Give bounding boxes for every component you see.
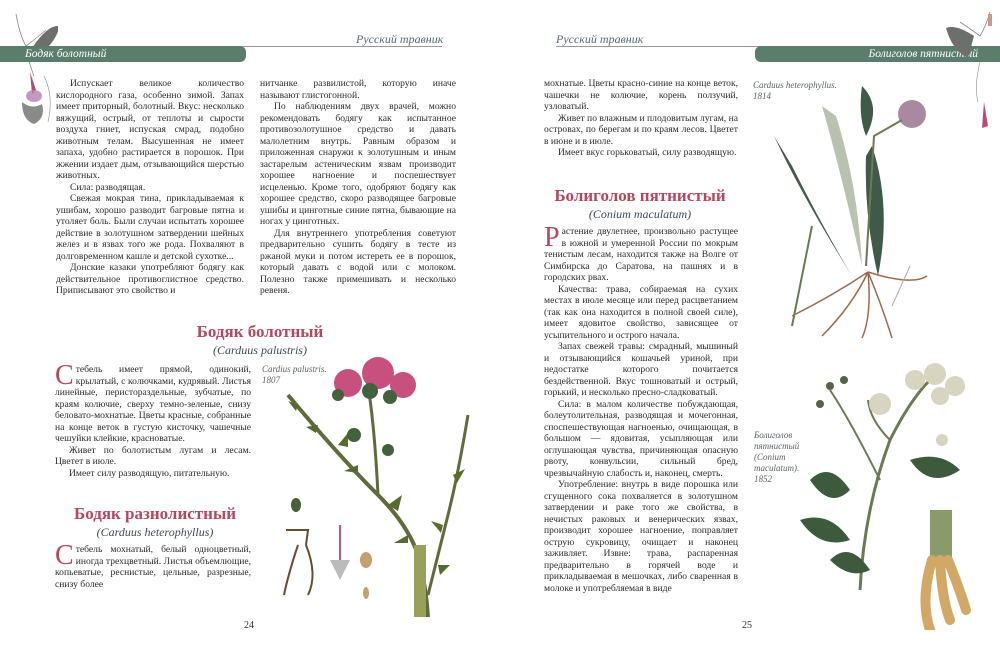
illustration-caption: Болиголов пятнистый (Conium maculatum). 1852 <box>754 430 800 484</box>
article-body <box>544 222 738 594</box>
running-title: Русский травник <box>556 32 644 46</box>
page-number: 24 <box>244 620 254 631</box>
paragraph: нитчанке развилистой, которую иначе называют глистогонной. <box>260 78 456 101</box>
paragraph: Имеет вкус горьковатый, силу разводящую. <box>558 147 737 158</box>
article1-body <box>55 360 251 479</box>
left-column-2 <box>260 78 456 297</box>
left-column-1 <box>56 78 244 297</box>
illustration-caption: Cardius palustris. 1807 <box>262 364 327 385</box>
paragraph: Свежая мокрая тина, прикладываемая к ушибам, хорошо разводит багровые пятна и утоляет боль. Были случаи испытать хорошее действие в золотушном затвердении шейных желез и в язвах того же рода. Похваляют в долговременном кашле и детской сухотке... <box>56 193 244 262</box>
paragraph: Сила: разводящая. <box>70 181 146 193</box>
paragraph: Живет по влажным и плодовитым лугам, на островах, по берегам и по краям лесов. Цветет в июне и в июле. <box>544 112 738 147</box>
paragraph: Растение двулетнее, произвольно растущее в южной и умеренной России по мокрым тенистым лесам, находится также на Волге от Симбирска до Саратова, на пашнях и в городских рвах. <box>544 222 738 283</box>
paragraph: Для внутреннего употребления советуют предварительно сушить бодягу в тесте из ржаной муки и потом истереть ее в порошок, который давать с водой или с молоком. Полезно также примешивать и несколько ревеня. <box>260 227 456 296</box>
page-number: 25 <box>742 620 752 631</box>
header-rule <box>240 46 442 47</box>
paragraph: Стебель мохнатый, белый одноцветный, иногда трехцветный. Листья объемлющие, копьеватые, реснистые, цельные, разрезные, снизу более <box>55 540 251 590</box>
right-column-top <box>544 78 738 159</box>
article-heading-carduus-palustris <box>140 322 380 358</box>
article-latin-name: (Carduus palustris) <box>213 343 307 357</box>
section-tab: Болиголов пятнистый <box>755 46 1000 62</box>
article-latin-name: (Conium maculatum) <box>588 207 692 221</box>
section-tab: Бодяк болотный <box>0 46 246 62</box>
running-title: Русский травник <box>356 32 444 46</box>
article-latin-name: (Carduus heterophyllus) <box>96 525 214 539</box>
article-title: Болиголов пятнистый <box>554 186 726 205</box>
paragraph: Имеет силу разводящую, питательную. <box>69 467 230 479</box>
drop-cap: Р <box>544 222 560 253</box>
paragraph: Сила: в малом количестве побуждающая, болеутолительная, разводящая и мочегонная, споспешествующая нагноенью, очищающая, в большом — ядовитая, усыпляющая или оглушающая чувства, причиняющая опасную рвоту, конвульсии, сильный бред, чрезвычайную слабость и, наконец, смерть. <box>544 398 738 479</box>
article-title: Бодяк болотный <box>196 322 324 341</box>
paragraph: Качества: трава, собираемая на сухих местах в июле месяце или перед расцветанием (так как она находится в полной своей силе), имеет ядовитое свойство, зависящее от усыпительного и острого начала. <box>544 283 738 341</box>
paragraph: По наблюдениям двух врачей, можно рекомендовать бодягу как испытанное противозолотушное средство и давать малолетним внутрь. Равным образом и приложенная снаружи к золотушным и иным застарелым астеническим язвам производит хорошее нагноение и поспешествует исцеленью. Кроме того, одобряют бодягу как хорошее средство, скоро разводящее багровые ушибы и цинготные синие пятна, бывающие на ногах у цинготных. <box>260 101 456 227</box>
drop-cap: С <box>55 360 74 391</box>
article2-body <box>55 540 251 590</box>
paragraph: Испускает великое количество кислородного газа, особенно зимой. Запах имеет приторный, болотный. Вкус: несколько вяжущий, острый, от теплоты и сырости воздуха гниет, испуская смрад, подобно животным телам. Высушенная не имеет запаха, удобно растирается в порошок. При жжении издает дым, отзывающийся шерстью животных. <box>56 78 244 181</box>
header-rule <box>556 46 766 47</box>
corner-plant-illustration <box>944 6 998 136</box>
paragraph: Стебель имеет прямой, одинокий, крылатый, с колючками, кудрявый. Листья линейные, перистораздельные, зубчатые, по краям колючие, сверху темно-зеленые, снизу беловато-мохнатые. Цветы красные, собранные на конце веток в густую кисточку, чашечные чешуйки клейкие, красноватые. <box>55 360 251 444</box>
paragraph: Живет по болотистым лугам и лесам. Цветет в июле. <box>55 444 251 467</box>
paragraph: мохнатые. Цветы красно-синие на конце веток, чашечки не колючие, корень ползучий, узловатый. <box>544 78 738 112</box>
paragraph: Употребление: внутрь в виде порошка или сгущенного сока похваляется в золотушном затвердении и раке того же свойства, в нечистых раковых и венерических язвах, производит хорошее нагноение, поправляет острую сукровицу, очищает и наконец заживляет. Извне: трава, распаренная предварительно в горячей воде и прикладываемая в мешочках, либо сваренная в молоке и употребляемая в виде <box>544 479 738 594</box>
carduus-palustris-illustration <box>278 355 478 620</box>
illustration-caption: Carduus heterophyllus. 1814 <box>753 80 837 101</box>
drop-cap: С <box>55 540 74 571</box>
article-heading-carduus-heterophyllus <box>50 504 260 540</box>
conium-maculatum-illustration <box>790 360 995 630</box>
article-heading-conium-maculatum <box>540 186 740 222</box>
right-page <box>500 0 1000 654</box>
paragraph: Запах свежей травы: смрадный, мышиный и отзывающийся кошачьей уриной, при недостатке которого почитается бездейственной. Вкус тошноватый и острый, горький, и несколько пресно-сладковатый. <box>544 341 738 398</box>
article-title: Бодяк разнолистный <box>73 504 237 523</box>
corner-plant-illustration <box>8 6 58 136</box>
paragraph: Донские казаки употребляют бодягу как действительное противоглистное средство. Приписывают это свойство и <box>56 262 244 296</box>
carduus-heterophyllus-illustration <box>762 76 932 340</box>
